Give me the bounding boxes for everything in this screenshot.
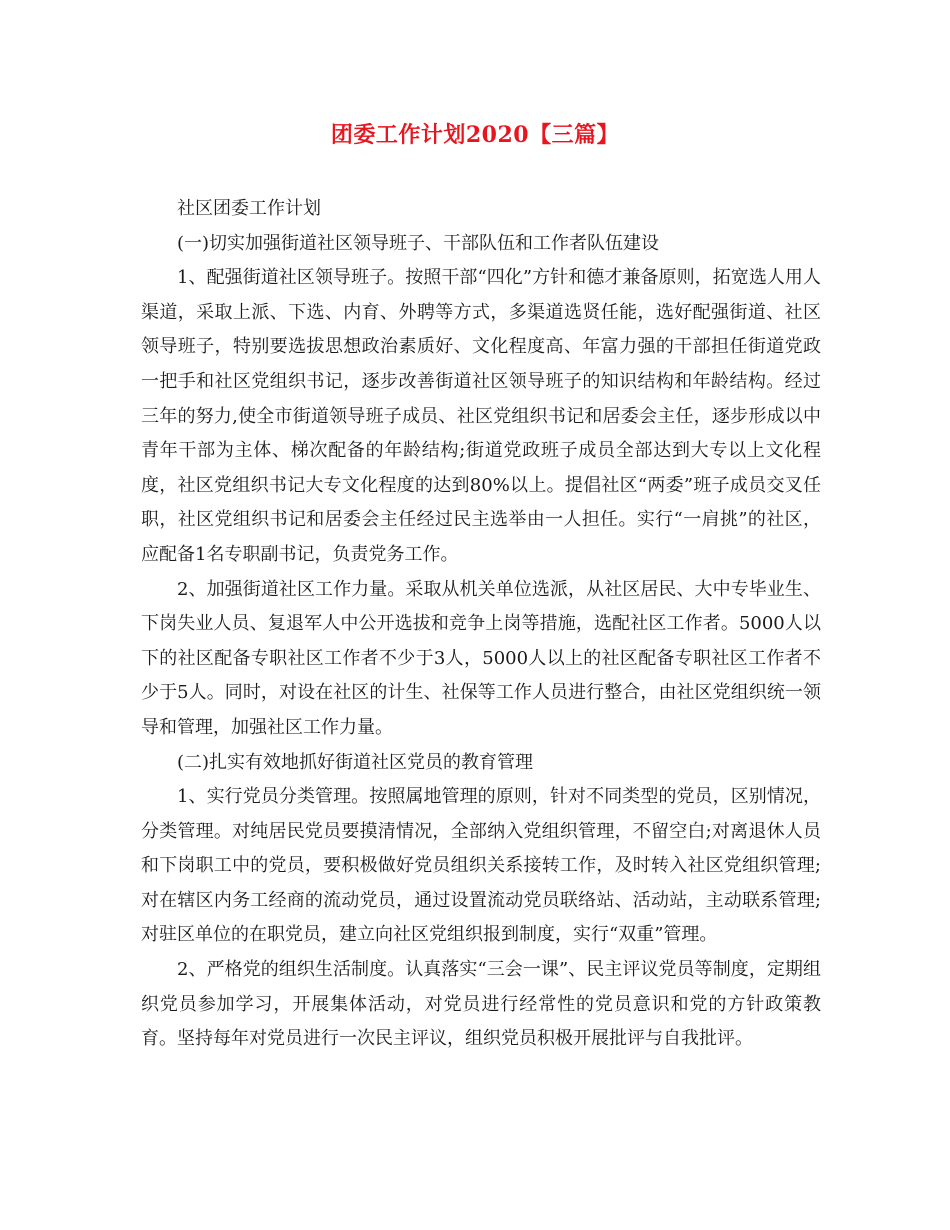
document-title: 团委工作计划2020【三篇】 (330, 122, 620, 148)
body-paragraph: 2、严格党的组织生活制度。认真落实“三会一课”、民主评议党员等制度，定期组织党员参加学习，开展集体活动，对党员进行经常性的党员意识和党的方针政策教育。坚持每年对党员进行一次民主评议，组织党员积极开展批评与自我批评。 (141, 959, 821, 1050)
subsection-heading: (一)切实加强街道社区领导班子、干部队伍和工作者队伍建设 (177, 232, 660, 254)
document-body (141, 192, 821, 1057)
body-paragraph: 1、配强街道社区领导班子。按照干部“四化”方针和德才兼备原则，拓宽选人用人渠道，采取上派、下选、内育、外聘等方式，多渠道选贤任能，选好配强街道、社区领导班子，特别要选拔思想政治素质好、文化程度高、年富力强的干部担任街道党政一把手和社区党组织书记，逐步改善街道社区领导班子的知识结构和年龄结构。经过三年的努力,使全市街道领导班子成员、社区党组织书记和居委会主任，逐步形成以中青年干部为主体、梯次配备的年龄结构;街道党政班子成员全部达到大专以上文化程度，社区党组织书记大专文化程度的达到80%以上。提倡社区“两委”班子成员交叉任职，社区党组织书记和居委会主任经过民主选举由一人担任。实行“一肩挑”的社区，应配备1名专职副书记，负责党务工作。 (141, 267, 821, 565)
section-heading: 社区团委工作计划 (177, 198, 321, 219)
body-paragraph: 2、加强街道社区工作力量。采取从机关单位选派，从社区居民、大中专毕业生、下岗失业人员、复退军人中公开选拔和竞争上岗等措施，选配社区工作者。5000人以下的社区配备专职社区工作者不少于3人，5000人以上的社区配备专职社区工作者不少于5人。同时，对设在社区的计生、社保等工作人员进行整合，由社区党组织统一领导和管理，加强社区工作力量。 (141, 578, 821, 738)
body-paragraph: 1、实行党员分类管理。按照属地管理的原则，针对不同类型的党员，区别情况，分类管理。对纯居民党员要摸清情况，全部纳入党组织管理，不留空白;对离退休人员和下岗职工中的党员，要积极做好党员组织关系接转工作，及时转入社区党组织管理;对在辖区内务工经商的流动党员，通过设置流动党员联络站、活动站，主动联系管理;对驻区单位的在职党员，建立向社区党组织报到制度，实行“双重”管理。 (141, 786, 821, 946)
subsection-heading: (二)扎实有效地抓好街道社区党员的教育管理 (177, 751, 534, 773)
